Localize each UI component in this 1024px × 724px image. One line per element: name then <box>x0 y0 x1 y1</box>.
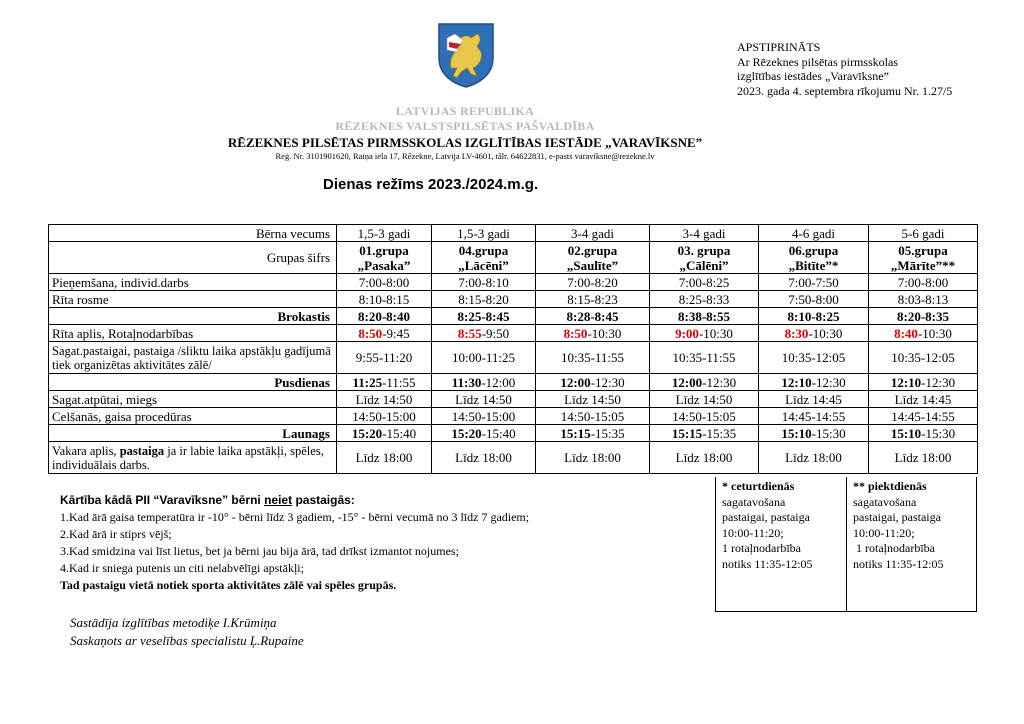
label-part: Vakara aplis, <box>52 443 120 458</box>
time-cell <box>759 374 869 391</box>
end-time: -9:45 <box>382 325 410 341</box>
end-time: -15:40 <box>481 425 516 441</box>
time-cell: Līdz 18:00 <box>650 442 759 474</box>
time-cell: 8:28-8:45 <box>536 308 650 325</box>
age-cell: 3-4 gadi <box>650 225 759 242</box>
row-label: Sagat.atpūtai, miegs <box>49 391 337 408</box>
walk-rules <box>60 492 529 594</box>
org-registration: Reģ. Nr. 3101901620, Raiņa iela 17, Rēzekne, Latvija LV-4601, tālr. 64622831, e-pasts varaviksne@rezekne.lv <box>275 151 655 161</box>
row-label: Celšanās, gaisa procedūras <box>49 408 337 425</box>
time-cell: Līdz 14:50 <box>536 391 650 408</box>
time-cell <box>759 425 869 442</box>
start-time: 11:30 <box>451 374 482 390</box>
time-cell <box>536 425 650 442</box>
time-cell: 7:50-8:00 <box>759 291 869 308</box>
footnote-line: 10:00-11:20; <box>853 525 915 540</box>
start-time: 8:50 <box>563 325 588 341</box>
daily-schedule-table <box>48 224 978 474</box>
time-cell: Līdz 18:00 <box>869 442 978 474</box>
time-cell: 8:10-8:25 <box>759 308 869 325</box>
approval-block <box>737 40 952 98</box>
approval-line: 2023. gada 4. septembra rīkojumu Nr. 1.27/5 <box>737 83 953 98</box>
start-time: 12:10 <box>781 374 812 390</box>
group-name: „Pasaka” <box>357 257 411 273</box>
time-cell <box>869 374 978 391</box>
table-row-gym <box>49 291 978 308</box>
footnote-line: notiks 11:35-12:05 <box>722 556 813 571</box>
approval-line: Ar Rēzeknes pilsētas pirmsskolas <box>737 54 898 69</box>
time-cell: 14:45-14:55 <box>869 408 978 425</box>
age-cell: 1,5-3 gadi <box>432 225 536 242</box>
time-cell: 8:20-8:35 <box>869 308 978 325</box>
footnote-title: ** piektdienās <box>853 479 927 493</box>
end-time: -12:30 <box>590 374 625 390</box>
end-time: -12:30 <box>921 374 956 390</box>
end-time: -12:00 <box>481 374 516 390</box>
footnote-title: * ceturtdienās <box>722 479 795 493</box>
group-number: 06.grupa <box>788 242 839 258</box>
start-time: 15:10 <box>890 425 922 441</box>
time-cell: Līdz 14:45 <box>869 391 978 408</box>
rules-title <box>60 492 529 509</box>
table-row-morning-circle <box>49 325 978 342</box>
footnote-line: pastaigai, pastaiga <box>722 510 810 524</box>
table-row-breakfast <box>49 308 978 325</box>
table-row-snack <box>49 425 978 442</box>
rule-item: 3.Kad smidzina vai līst lietus, bet ja bērni jau bija ārā, tad drīkst izmantot nojumes; <box>60 544 459 558</box>
group-name: „Bitīte”* <box>788 257 839 273</box>
group-cell <box>759 242 869 274</box>
time-cell: 10:35-12:05 <box>869 342 978 374</box>
group-number: 01.grupa <box>359 242 409 258</box>
signature-line: Saskaņots ar veselības specialistu Ļ.Rupaine <box>70 633 304 648</box>
time-cell: 10:35-11:55 <box>536 342 650 374</box>
group-name: „Mārīte”** <box>890 257 956 273</box>
time-cell: Līdz 18:00 <box>337 442 432 474</box>
time-cell: 10:35-11:55 <box>650 342 759 374</box>
time-cell: 8:03-8:13 <box>869 291 978 308</box>
time-cell: 7:00-8:10 <box>432 274 536 291</box>
time-cell: 7:00-8:20 <box>536 274 650 291</box>
time-cell: Līdz 14:50 <box>337 391 432 408</box>
time-cell: 7:00-8:00 <box>337 274 432 291</box>
row-label: Rīta rosme <box>49 291 337 308</box>
time-cell: 14:50-15:05 <box>536 408 650 425</box>
footnote-line: 1 rotaļnodarbība <box>853 541 935 555</box>
footnote-line: sagatavošana <box>722 494 786 509</box>
footnote-line: sagatavošana <box>853 494 917 509</box>
rules-title-underlined: neiet <box>264 493 293 507</box>
age-cell: 5-6 gadi <box>869 225 978 242</box>
time-cell: 8:15-8:20 <box>432 291 536 308</box>
time-cell <box>869 425 978 442</box>
time-cell: Līdz 18:00 <box>536 442 650 474</box>
time-cell: 7:00-7:50 <box>759 274 869 291</box>
time-cell <box>650 425 759 442</box>
rules-final: Tad pastaigu vietā notiek sporta aktivitātes zālē vai spēles grupās. <box>60 578 397 592</box>
end-time: -12:30 <box>811 374 846 390</box>
group-name: „Cālēni” <box>679 257 729 273</box>
group-cell <box>869 242 978 274</box>
row-label: Brokastis <box>49 308 337 325</box>
time-cell: 7:00-8:00 <box>869 274 978 291</box>
time-cell <box>759 325 869 342</box>
row-label <box>49 442 337 474</box>
row-label: Sagat.pastaigai, pastaiga /sliktu laika apstākļu gadījumā tiek organizētas aktivitātes zālē/ <box>49 342 337 374</box>
time-cell: 14:50-15:00 <box>337 408 432 425</box>
footnote-line: 10:00-11:20; <box>722 525 784 540</box>
end-time: -10:30 <box>808 325 843 341</box>
org-institution: RĒZEKNES PILSĒTAS PIRMSSKOLAS IZGLĪTĪBAS IESTĀDE „VARAVĪKSNE” <box>227 135 703 150</box>
start-time: 9:00 <box>675 325 699 341</box>
end-time: -15:30 <box>921 425 956 441</box>
time-cell <box>432 374 536 391</box>
approval-line: APSTIPRINĀTS <box>737 40 821 54</box>
start-time: 12:10 <box>890 374 922 390</box>
time-cell: 14:45-14:55 <box>759 408 869 425</box>
footnote-line: pastaigai, pastaiga <box>853 510 941 524</box>
end-time: -11:55 <box>382 374 416 390</box>
end-time: -10:30 <box>698 325 733 341</box>
rules-title-part: Kārtība kādā PII “Varavīksne” bērni <box>60 493 265 507</box>
label-part-bold: pastaiga <box>119 443 165 458</box>
start-time: 15:20 <box>351 425 383 441</box>
start-time: 11:25 <box>352 374 383 390</box>
time-cell: Līdz 18:00 <box>432 442 536 474</box>
time-cell: 8:38-8:55 <box>650 308 759 325</box>
time-cell <box>337 325 432 342</box>
rule-item: 2.Kad ārā ir stiprs vējš; <box>60 527 172 541</box>
group-cell <box>432 242 536 274</box>
time-cell: 8:15-8:23 <box>536 291 650 308</box>
end-time: -10:30 <box>917 325 952 341</box>
footnote-friday <box>846 477 976 611</box>
end-time: -15:40 <box>382 425 417 441</box>
table-row-walk <box>49 342 978 374</box>
time-cell: 8:25-8:33 <box>650 291 759 308</box>
time-cell: 10:35-12:05 <box>759 342 869 374</box>
time-cell: Līdz 14:50 <box>650 391 759 408</box>
footnote-thursday <box>716 477 846 611</box>
time-cell: 8:20-8:40 <box>337 308 432 325</box>
start-time: 12:00 <box>671 374 703 390</box>
age-cell: 4-6 gadi <box>759 225 869 242</box>
table-row-groups <box>49 242 978 274</box>
start-time: 15:15 <box>560 425 591 441</box>
start-time: 8:50 <box>358 325 383 341</box>
rule-item: 4.Kad ir sniega putenis un citi nelabvēlīgi apstākļi; <box>60 561 304 575</box>
org-municipality: RĒZEKNES VALSTSPILSĒTAS PAŠVALDĪBA <box>335 119 595 133</box>
age-cell: 1,5-3 gadi <box>337 225 432 242</box>
end-time: -10:30 <box>587 325 622 341</box>
group-name: „Saulīte” <box>566 257 619 273</box>
group-number: 04.grupa <box>458 242 509 258</box>
table-row-lunch <box>49 374 978 391</box>
table-row-ages <box>49 225 978 242</box>
time-cell: 8:25-8:45 <box>432 308 536 325</box>
group-number: 02.grupa <box>567 242 618 258</box>
time-cell: 14:50-15:00 <box>432 408 536 425</box>
end-time: -12:30 <box>702 374 737 390</box>
start-time: 8:30 <box>784 325 809 341</box>
rules-title-part: pastaigās: <box>292 493 355 507</box>
footnote-line: notiks 11:35-12:05 <box>853 556 944 571</box>
row-label: Pusdienas <box>49 374 337 391</box>
end-time: -15:35 <box>702 425 737 441</box>
time-cell: 8:10-8:15 <box>337 291 432 308</box>
rule-item: 1.Kad ārā gaisa temperatūra ir -10° - bērni līdz 3 gadiem, -15° - bērni vecumā no 3 līdz 7 gadiem; <box>60 510 530 524</box>
end-time: -15:35 <box>590 425 625 441</box>
table-row-reception <box>49 274 978 291</box>
start-time: 15:10 <box>781 425 812 441</box>
row-label: Grupas šifrs <box>49 242 337 274</box>
time-cell <box>432 425 536 442</box>
end-time: -15:30 <box>811 425 846 441</box>
time-cell: 14:50-15:05 <box>650 408 759 425</box>
time-cell <box>536 325 650 342</box>
group-cell <box>536 242 650 274</box>
table-row-wake <box>49 408 978 425</box>
start-time: 8:55 <box>457 325 482 341</box>
time-cell: 7:00-8:25 <box>650 274 759 291</box>
time-cell: Līdz 14:45 <box>759 391 869 408</box>
start-time: 15:20 <box>451 425 482 441</box>
end-time: -9:50 <box>481 325 510 341</box>
time-cell <box>869 325 978 342</box>
time-cell: Līdz 18:00 <box>759 442 869 474</box>
time-cell: Līdz 14:50 <box>432 391 536 408</box>
age-cell: 3-4 gadi <box>536 225 650 242</box>
document-title: Dienas režīms 2023./2024.m.g. <box>323 176 539 193</box>
start-time: 15:15 <box>671 425 703 441</box>
start-time: 8:40 <box>894 325 918 341</box>
group-number: 03. grupa <box>677 242 731 258</box>
table-row-evening <box>49 442 978 474</box>
group-cell <box>650 242 759 274</box>
time-cell <box>536 374 650 391</box>
time-cell <box>650 325 759 342</box>
approval-line: izglītības iestādes „Varavīksne” <box>737 69 889 83</box>
group-number: 05.grupa <box>898 242 948 258</box>
time-cell <box>432 325 536 342</box>
footnote-line: 1 rotaļnodarbība <box>722 541 801 555</box>
row-label: Launags <box>49 425 337 442</box>
time-cell <box>337 425 432 442</box>
rezekne-coat-of-arms <box>437 22 495 88</box>
group-cell <box>337 242 432 274</box>
group-name: „Lācēni” <box>458 257 509 273</box>
row-label: Rīta aplis, Rotaļnodarbības <box>49 325 337 342</box>
table-row-sleep <box>49 391 978 408</box>
signatures <box>70 614 304 650</box>
row-label: Bērna vecums <box>49 225 337 242</box>
row-label: Pieņemšana, individ.darbs <box>49 274 337 291</box>
org-country: LATVIJAS REPUBLIKA <box>395 104 535 118</box>
time-cell <box>337 374 432 391</box>
signature-line: Sastādīja izglītības metodiķe I.Krūmiņa <box>70 615 277 630</box>
time-cell <box>650 374 759 391</box>
time-cell: 9:55-11:20 <box>337 342 432 374</box>
time-cell: 10:00-11:25 <box>432 342 536 374</box>
start-time: 12:00 <box>560 374 591 390</box>
footnotes-box <box>715 477 977 612</box>
label-part: ja ir labie laika apstākļi, spēles, individuālais darbs. <box>52 443 324 472</box>
